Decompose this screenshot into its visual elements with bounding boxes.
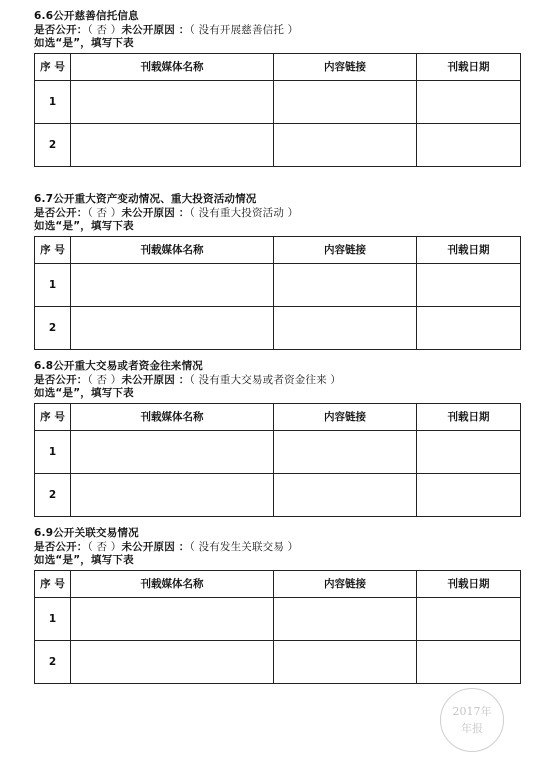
disclosure-status-line <box>34 24 520 38</box>
stamp-label: 年报 <box>461 722 483 735</box>
reason-value: （ 没有发生关联交易 ） <box>189 540 299 553</box>
column-header: 刊载媒体名称 <box>71 236 274 263</box>
media-name-cell[interactable] <box>71 430 274 473</box>
fill-instruction: 如选“是”，填写下表 <box>34 387 134 399</box>
table-header-row <box>35 403 521 430</box>
column-header: 内容链接 <box>274 403 417 430</box>
media-name-cell[interactable] <box>71 306 274 349</box>
media-table <box>34 236 521 350</box>
row-number: 1 <box>35 430 71 473</box>
table-row <box>35 430 521 473</box>
publish-date-cell[interactable] <box>417 473 521 516</box>
disclose-label: 是否公开： <box>34 206 88 219</box>
column-header: 序 号 <box>35 403 71 430</box>
media-name-cell[interactable] <box>71 263 274 306</box>
stamp-year: 2017年 <box>452 705 492 718</box>
table-row <box>35 123 521 166</box>
column-header: 刊载媒体名称 <box>71 570 274 597</box>
disclose-value: （ 否 ） <box>87 373 122 386</box>
column-header: 刊载日期 <box>417 236 521 263</box>
column-header: 刊载日期 <box>417 403 521 430</box>
disclose-value: （ 否 ） <box>87 206 122 219</box>
section-title: 6.6公开慈善信托信息 <box>34 10 139 22</box>
table-row <box>35 306 521 349</box>
section-title: 6.7公开重大资产变动情况、重大投资活动情况 <box>34 193 257 205</box>
table-row <box>35 80 521 123</box>
disclose-label: 是否公开： <box>34 540 88 553</box>
content-link-cell[interactable] <box>274 263 417 306</box>
column-header: 刊载日期 <box>417 53 521 80</box>
disclosure-section <box>34 193 520 350</box>
disclose-label: 是否公开： <box>34 23 88 36</box>
column-header: 序 号 <box>35 53 71 80</box>
reason-label: 未公开原因 ： <box>121 373 190 386</box>
media-name-cell[interactable] <box>71 640 274 683</box>
table-header-row <box>35 53 521 80</box>
disclosure-status-line <box>34 541 520 555</box>
publish-date-cell[interactable] <box>417 80 521 123</box>
table-row <box>35 473 521 516</box>
table-row <box>35 640 521 683</box>
fill-instruction: 如选“是”，填写下表 <box>34 554 134 566</box>
publish-date-cell[interactable] <box>417 306 521 349</box>
fill-instruction: 如选“是”，填写下表 <box>34 220 134 232</box>
row-number: 2 <box>35 306 71 349</box>
row-number: 2 <box>35 473 71 516</box>
column-header: 序 号 <box>35 236 71 263</box>
table-header-row <box>35 236 521 263</box>
content-link-cell[interactable] <box>274 640 417 683</box>
disclosure-section <box>34 10 520 167</box>
column-header: 内容链接 <box>274 570 417 597</box>
disclose-value: （ 否 ） <box>87 540 122 553</box>
reason-value: （ 没有重大交易或者资金往来 ） <box>189 373 342 386</box>
reason-value: （ 没有开展慈善信托 ） <box>189 23 299 36</box>
publish-date-cell[interactable] <box>417 263 521 306</box>
row-number: 1 <box>35 80 71 123</box>
row-number: 2 <box>35 123 71 166</box>
fill-instruction: 如选“是”，填写下表 <box>34 37 134 49</box>
column-header: 刊载媒体名称 <box>71 403 274 430</box>
reason-label: 未公开原因 ： <box>121 540 190 553</box>
row-number: 1 <box>35 597 71 640</box>
annual-report-stamp <box>440 688 504 752</box>
disclosure-section <box>34 527 520 684</box>
column-header: 刊载媒体名称 <box>71 53 274 80</box>
content-link-cell[interactable] <box>274 430 417 473</box>
publish-date-cell[interactable] <box>417 430 521 473</box>
media-table <box>34 403 521 517</box>
reason-label: 未公开原因 ： <box>121 206 190 219</box>
table-row <box>35 597 521 640</box>
section-title: 6.8公开重大交易或者资金往来情况 <box>34 360 203 372</box>
publish-date-cell[interactable] <box>417 597 521 640</box>
column-header: 序 号 <box>35 570 71 597</box>
media-name-cell[interactable] <box>71 80 274 123</box>
reason-value: （ 没有重大投资活动 ） <box>189 206 299 219</box>
column-header: 内容链接 <box>274 236 417 263</box>
content-link-cell[interactable] <box>274 306 417 349</box>
disclose-value: （ 否 ） <box>87 23 122 36</box>
section-title: 6.9公开关联交易情况 <box>34 527 139 539</box>
table-header-row <box>35 570 521 597</box>
content-link-cell[interactable] <box>274 123 417 166</box>
media-table <box>34 570 521 684</box>
row-number: 2 <box>35 640 71 683</box>
media-name-cell[interactable] <box>71 123 274 166</box>
table-row <box>35 263 521 306</box>
content-link-cell[interactable] <box>274 597 417 640</box>
content-link-cell[interactable] <box>274 473 417 516</box>
content-link-cell[interactable] <box>274 80 417 123</box>
publish-date-cell[interactable] <box>417 123 521 166</box>
disclosure-section <box>34 360 520 517</box>
disclosure-status-line <box>34 374 520 388</box>
media-name-cell[interactable] <box>71 473 274 516</box>
media-name-cell[interactable] <box>71 597 274 640</box>
disclose-label: 是否公开： <box>34 373 88 386</box>
media-table <box>34 53 521 167</box>
column-header: 刊载日期 <box>417 570 521 597</box>
column-header: 内容链接 <box>274 53 417 80</box>
disclosure-status-line <box>34 207 520 221</box>
publish-date-cell[interactable] <box>417 640 521 683</box>
row-number: 1 <box>35 263 71 306</box>
reason-label: 未公开原因 ： <box>121 23 190 36</box>
